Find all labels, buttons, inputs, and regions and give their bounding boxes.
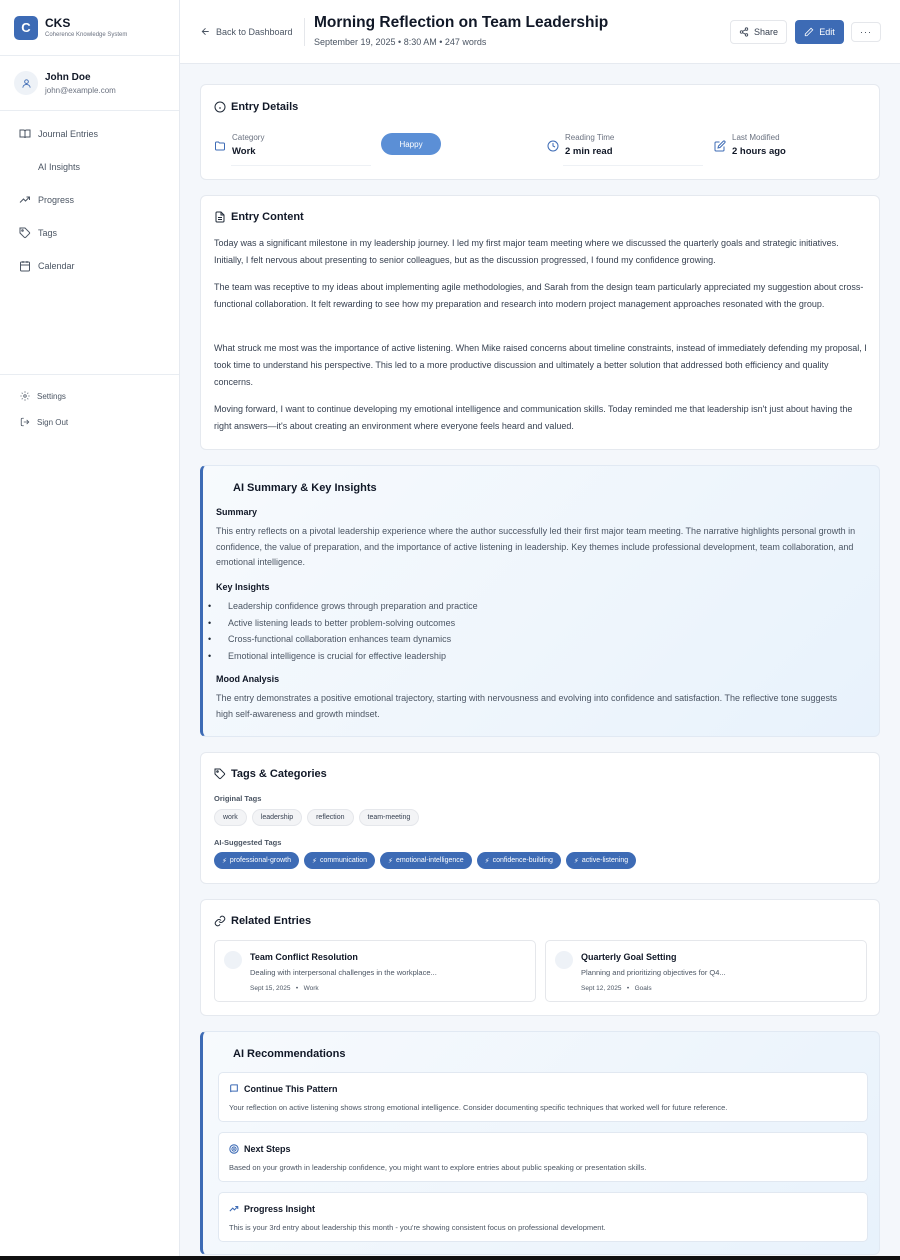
recommendation-title (229, 1144, 291, 1154)
bottom-edge (0, 1256, 900, 1260)
link-icon (214, 915, 226, 927)
gear-icon (19, 390, 31, 402)
tag-chip[interactable]: team-meeting (359, 809, 420, 826)
related-entry-category: Goals (634, 985, 652, 992)
sidebar-nav (0, 111, 179, 282)
recommendation-item[interactable] (218, 1132, 868, 1182)
clock-icon (547, 140, 559, 152)
user-email: john@example.com (45, 85, 116, 95)
sidebar-item-label: Calendar (38, 260, 75, 271)
recommendation-title-text: Progress Insight (244, 1204, 316, 1214)
ai-tag-chip[interactable] (380, 852, 472, 869)
book-icon (19, 128, 31, 140)
related-entry-card[interactable] (214, 940, 536, 1002)
share-label: Share (753, 27, 779, 37)
related-entry-meta: Sept 15, 2025 • Work (250, 985, 319, 992)
back-to-dashboard-link[interactable] (200, 26, 293, 37)
detail-divider (563, 165, 703, 166)
avatar (14, 71, 38, 95)
category-detail (214, 133, 264, 157)
entry-thumbnail (224, 951, 242, 969)
entry-details-title (214, 101, 298, 113)
tags-title (214, 768, 327, 780)
entry-details-card (200, 84, 880, 180)
entry-meta: September 19, 2025 • 8:30 AM • 247 words (314, 37, 487, 47)
recommendation-desc: Based on your growth in leadership confidence, you might want to explore entries about public speaking or presentation skills. (229, 1163, 647, 1172)
sidebar-item-progress[interactable] (0, 183, 179, 216)
content-paragraph: What struck me most was the importance of active listening. When Mike raised concerns about timeline constraints, instead of immediately defending my proposal, I took time to understand his perspective. This led to a more productive discussion and ultimately a better solution that addressed both efficiency and quality concerns. (214, 343, 867, 387)
edit-note-icon (714, 140, 726, 152)
related-entries-heading: Related Entries (231, 915, 312, 927)
detail-divider (231, 165, 371, 166)
reading-time-label: Reading Time (565, 133, 615, 142)
related-entries-title (214, 915, 311, 927)
ai-summary-title: AI Summary & Key Insights (233, 482, 377, 494)
sign-out-icon (19, 416, 31, 428)
tag-icon (214, 768, 226, 780)
content-paragraph: Moving forward, I want to continue developing my emotional intelligence and communication skills. Today reminded me that leadership isn't just about having the right answers—it's about creating an environment where everyone feels heard and valued. (214, 404, 853, 431)
ai-tag-label: communication (319, 857, 368, 864)
list-item: • Leadership confidence grows through preparation and practice (228, 598, 478, 615)
sidebar-item-label: Tags (38, 227, 58, 238)
sidebar (0, 0, 180, 1256)
related-entry-category: Work (303, 985, 319, 992)
bolt-icon: ⚡ (573, 857, 579, 865)
book-icon (229, 1084, 239, 1094)
entry-thumbnail (555, 951, 573, 969)
last-modified-value: 2 hours ago (732, 146, 786, 157)
brand-logo: C (14, 16, 38, 40)
brand-subtitle: Coherence Knowledge System (45, 32, 128, 38)
sidebar-item-settings[interactable] (0, 383, 179, 409)
more-options-button[interactable]: ··· (851, 22, 881, 42)
page-title: Morning Reflection on Team Leadership (314, 14, 609, 31)
user-name: John Doe (45, 71, 91, 83)
mood-badge: Happy (381, 133, 441, 155)
list-item: • Cross-functional collaboration enhances team dynamics (228, 631, 478, 648)
key-insights-heading: Key Insights (216, 582, 270, 592)
content-paragraph: Today was a significant milestone in my leadership journey. I led my first major team meeting where we discussed the quarterly goals and strategic initiatives. Initially, I felt nervous about presenting to senior colleagues, but as the discussion progressed, I found my confidence growing. (214, 238, 839, 265)
target-icon (229, 1144, 239, 1154)
ai-summary-card (200, 465, 880, 737)
ai-tag-chip[interactable] (304, 852, 375, 869)
ai-tag-chip[interactable] (477, 852, 561, 869)
sidebar-item-ai-insights[interactable] (0, 150, 179, 183)
header-divider (304, 18, 305, 46)
info-icon (214, 101, 226, 113)
trending-up-icon (19, 194, 31, 206)
reading-time-value: 2 min read (565, 146, 613, 157)
trending-up-icon (229, 1204, 239, 1214)
ai-tag-label: active-listening (581, 857, 629, 864)
entry-content-card (200, 195, 880, 450)
ai-tag-label: emotional-intelligence (395, 857, 464, 864)
calendar-icon (19, 260, 31, 272)
sidebar-item-tags[interactable] (0, 216, 179, 249)
sidebar-item-label: AI Insights (38, 161, 81, 172)
recommendation-item[interactable] (218, 1072, 868, 1122)
related-entry-desc: Dealing with interpersonal challenges in the workplace... (250, 968, 437, 977)
recommendation-desc: Your reflection on active listening shows strong emotional intelligence. Consider documenting specific techniques that worked well for future reference. (229, 1103, 728, 1112)
share-button[interactable] (730, 20, 787, 44)
ai-recommendations-card (200, 1031, 880, 1255)
ai-tags-label: AI-Suggested Tags (214, 838, 282, 847)
ai-recommendations-title: AI Recommendations (233, 1048, 346, 1060)
mood-analysis-heading: Mood Analysis (216, 674, 280, 684)
bolt-icon: ⚡ (388, 857, 393, 865)
tag-chip[interactable]: leadership (252, 809, 302, 826)
bolt-icon: ⚡ (222, 857, 227, 865)
sidebar-bottom (0, 374, 179, 435)
edit-button[interactable] (795, 20, 844, 44)
related-entry-card[interactable] (545, 940, 867, 1002)
user-profile[interactable] (0, 56, 179, 111)
bolt-icon: ⚡ (312, 857, 317, 865)
original-tags (214, 809, 419, 826)
entry-details-heading: Entry Details (231, 101, 299, 113)
related-entry-title: Quarterly Goal Setting (581, 952, 677, 962)
related-entry-title: Team Conflict Resolution (250, 952, 358, 962)
last-modified-label: Last Modified (732, 133, 780, 142)
tags-card (200, 752, 880, 884)
tags-heading: Tags & Categories (231, 768, 327, 780)
sidebar-item-label: Sign Out (37, 417, 69, 427)
arrow-left-icon (200, 26, 211, 37)
sidebar-item-label: Settings (37, 391, 66, 401)
ai-suggested-tags (214, 852, 636, 869)
last-modified-detail (714, 133, 786, 157)
ai-tag-chip[interactable] (566, 852, 636, 869)
back-label: Back to Dashboard (216, 26, 293, 37)
related-entry-date: Sept 15, 2025 (250, 985, 291, 992)
related-entry-date: Sept 12, 2025 (581, 985, 622, 992)
reading-time-detail (547, 133, 614, 157)
sidebar-item-sign-out[interactable] (0, 409, 179, 435)
tag-chip[interactable]: reflection (307, 809, 353, 826)
related-entries-card (200, 899, 880, 1016)
share-icon (739, 27, 749, 37)
summary-heading: Summary (216, 507, 258, 517)
related-entry-desc: Planning and prioritizing objectives for Q4... (581, 968, 726, 977)
ai-tag-chip[interactable] (214, 852, 299, 869)
user-icon (21, 78, 32, 89)
content-paragraph: The team was receptive to my ideas about implementing agile methodologies, and Sarah from the design team particularly appreciated my suggestion about cross-functional collaboration. It felt rewarding to see how my preparation and research into modern project management approaches resonated with the group. (214, 282, 864, 309)
document-icon (214, 211, 226, 223)
tag-icon (19, 227, 31, 239)
entry-content-heading: Entry Content (231, 211, 304, 223)
brand[interactable] (0, 0, 179, 56)
category-label: Category (232, 133, 265, 142)
mood-analysis-text: The entry demonstrates a positive emotional trajectory, starting with nervousness and evolving into confidence and satisfaction. The reflective tone suggests high self-awareness and growth mindset. (216, 693, 838, 719)
related-entry-meta: Sept 12, 2025 • Goals (581, 985, 652, 992)
recommendation-desc: This is your 3rd entry about leadership this month - you're showing consistent focus on professional development. (229, 1223, 606, 1232)
summary-text: This entry reflects on a pivotal leadership experience where the author successfully led their first major team meeting. The narrative highlights personal growth in confidence, the value of preparation, and the importance of active listening in leadership. Key themes include professional development, team collaboration, and emotional intelligence. (216, 526, 856, 567)
sidebar-item-label: Journal Entries (38, 128, 99, 139)
sidebar-item-calendar[interactable] (0, 249, 179, 282)
page-header (180, 0, 900, 64)
pencil-icon (804, 27, 814, 37)
folder-icon (214, 140, 226, 152)
recommendation-item[interactable] (218, 1192, 868, 1242)
entry-content-title (214, 211, 304, 223)
ai-tag-label: professional-growth (229, 857, 292, 864)
sidebar-item-label: Progress (38, 194, 75, 205)
key-insights-list (228, 598, 478, 664)
ai-tag-label: confidence-building (492, 857, 553, 864)
brand-name: CKS (45, 16, 71, 30)
sidebar-item-journal-entries[interactable] (0, 117, 179, 150)
edit-label: Edit (819, 27, 835, 37)
list-item: • Emotional intelligence is crucial for effective leadership (228, 648, 478, 665)
recommendation-title-text: Continue This Pattern (244, 1084, 338, 1094)
bolt-icon: ⚡ (484, 857, 490, 865)
original-tags-label: Original Tags (214, 794, 262, 803)
list-item: • Active listening leads to better problem-solving outcomes (228, 615, 478, 632)
recommendation-title (229, 1084, 338, 1094)
tag-chip[interactable]: work (214, 809, 247, 826)
category-value: Work (232, 146, 256, 157)
recommendation-title-text: Next Steps (244, 1144, 291, 1154)
recommendation-title (229, 1204, 315, 1214)
